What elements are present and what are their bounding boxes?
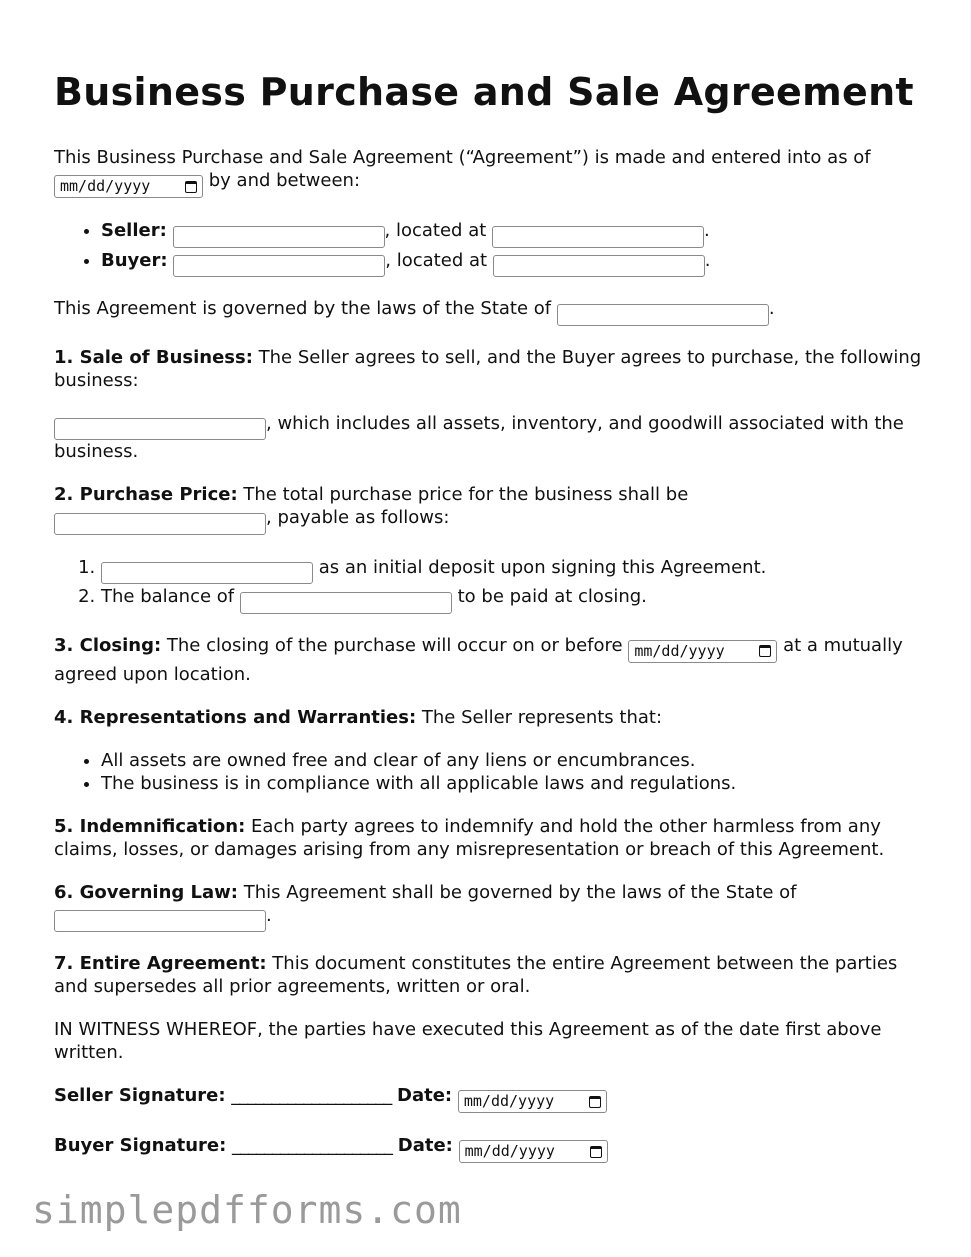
- date-placeholder: mm/dd/yyyy: [463, 1092, 555, 1110]
- section-4-heading: 4. Representations and Warranties:: [54, 706, 417, 728]
- seller-address-field[interactable]: [492, 226, 704, 248]
- section-2-heading: 2. Purchase Price:: [54, 484, 238, 505]
- seller-signature-row: [54, 1084, 924, 1113]
- section-1-text: The Seller agrees to sell, and the Buyer agrees to purchase, the following business:: [54, 346, 922, 391]
- balance-amount-field[interactable]: [240, 592, 452, 614]
- agreement-page: [54, 64, 924, 1183]
- date-label: Date:: [397, 1135, 453, 1156]
- date-placeholder: mm/dd/yyyy: [464, 1142, 555, 1160]
- section-4-text: The Seller represents that:: [421, 706, 663, 728]
- calendar-icon: [185, 181, 197, 193]
- section-3-paragraph: [54, 634, 924, 686]
- buyer-signature-row: [54, 1134, 924, 1163]
- seller-item: [101, 218, 924, 248]
- buyer-signature-date-input[interactable]: [459, 1140, 608, 1163]
- section-3-heading: 3. Closing:: [54, 634, 162, 656]
- section-5-heading: 5. Indemnification:: [54, 815, 246, 837]
- warranties-list: [54, 749, 924, 795]
- section-1-after-field: , which includes all assets, inventory, and goodwill associated with the business.: [54, 412, 904, 462]
- located-at-text: , located at: [384, 220, 487, 241]
- governed-text: This Agreement is governed by the laws of the State of: [54, 298, 552, 319]
- business-name-field[interactable]: [54, 418, 266, 440]
- intro-paragraph: [54, 146, 924, 198]
- closing-date-input[interactable]: [628, 640, 777, 663]
- buyer-item: [101, 248, 924, 278]
- period-text: .: [768, 298, 775, 319]
- section-6-text: This Agreement shall be governed by the laws of the State of: [243, 881, 797, 903]
- section-7-text: This document constitutes the entire Agreement between the parties and supersedes all prior agreements, written or oral.: [54, 953, 898, 997]
- intro-text-after: by and between:: [208, 170, 361, 191]
- agreement-date-input[interactable]: [54, 175, 203, 198]
- section-1-paragraph: [54, 346, 924, 392]
- warranty-item: • All assets are owned free and clear of any liens or encumbrances.: [101, 749, 924, 772]
- buyer-signature-line[interactable]: ____________________: [232, 1135, 393, 1156]
- payment-item-2: [101, 584, 924, 614]
- date-placeholder: mm/dd/yyyy: [634, 641, 725, 660]
- section-1-heading: 1. Sale of Business:: [54, 346, 253, 368]
- governed-paragraph: [54, 297, 924, 326]
- buyer-name-field[interactable]: [173, 255, 385, 277]
- section-2-text: The total purchase price for the business shall be: [243, 484, 689, 505]
- period-text: .: [704, 220, 710, 241]
- date-placeholder: mm/dd/yyyy: [60, 177, 151, 195]
- warranty-item: • The business is in compliance with all applicable laws and regulations.: [101, 772, 924, 795]
- purchase-price-field[interactable]: [54, 513, 266, 535]
- deposit-amount-field[interactable]: [101, 562, 313, 584]
- witness-paragraph: IN WITNESS WHEREOF, the parties have executed this Agreement as of the date first above written.: [54, 1019, 882, 1063]
- payment-item-2-after: to be paid at closing.: [457, 586, 647, 607]
- intro-text: This Business Purchase and Sale Agreement (“Agreement”) is made and entered into as of: [54, 147, 871, 168]
- page-title: Business Purchase and Sale Agreement: [54, 70, 914, 114]
- period-text: .: [704, 249, 711, 271]
- seller-label: Seller:: [101, 220, 167, 241]
- calendar-icon: [759, 645, 771, 657]
- payment-item-2-text: The balance of: [101, 586, 235, 607]
- section-6-paragraph: [54, 881, 924, 933]
- payment-item-1-text: as an initial deposit upon signing this Agreement.: [318, 556, 767, 578]
- calendar-icon: [590, 1146, 602, 1158]
- section-2-paragraph: [54, 483, 924, 535]
- section-4-paragraph: [54, 706, 924, 729]
- buyer-label: Buyer:: [101, 249, 168, 271]
- seller-signature-label: Seller Signature:: [54, 1085, 226, 1106]
- parties-list: [54, 218, 924, 277]
- located-at-text: , located at: [385, 249, 488, 271]
- section-7-heading: 7. Entire Agreement:: [54, 953, 267, 974]
- payment-item-1: [101, 555, 924, 585]
- section-2-after-field: , payable as follows:: [266, 507, 450, 528]
- date-label: Date:: [397, 1085, 453, 1106]
- buyer-signature-label: Buyer Signature:: [54, 1135, 227, 1156]
- section-5-text: Each party agrees to indemnify and hold the other harmless from any claims, losses, or damages arising from any misrepresentation or breach of this Agreement.: [54, 815, 885, 860]
- seller-signature-line[interactable]: ____________________: [231, 1085, 392, 1106]
- seller-name-field[interactable]: [173, 226, 385, 248]
- section-3-text: The closing of the purchase will occur on or before: [166, 634, 623, 656]
- governing-law-state-field[interactable]: [54, 910, 266, 932]
- section-5-paragraph: [54, 815, 924, 861]
- payment-list: [54, 555, 924, 614]
- section-7-paragraph: [54, 952, 924, 998]
- seller-signature-date-input[interactable]: [458, 1090, 607, 1113]
- section-6-heading: 6. Governing Law:: [54, 881, 238, 903]
- buyer-address-field[interactable]: [493, 255, 705, 277]
- section-3-after-date: at a mutually agreed upon location.: [54, 634, 903, 685]
- footer-watermark: simplepdfforms.com: [32, 1188, 462, 1232]
- calendar-icon: [589, 1096, 601, 1108]
- section-1-business-paragraph: [54, 412, 924, 464]
- governing-state-field[interactable]: [557, 304, 769, 326]
- period-text: .: [266, 904, 272, 926]
